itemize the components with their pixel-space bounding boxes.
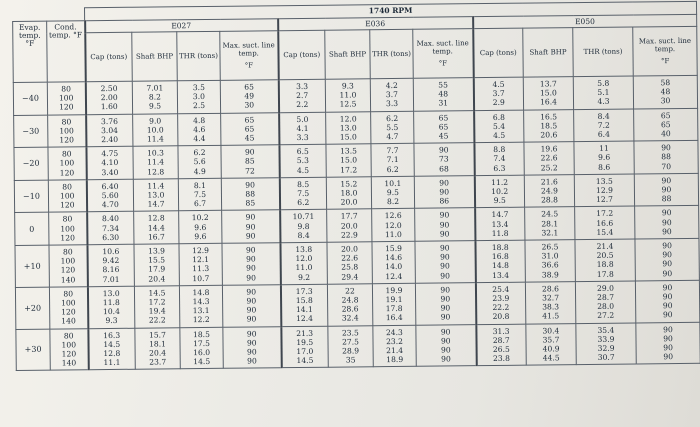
- evap-temp-cell: 0: [15, 213, 49, 246]
- e027-max-suct-values: 90 85 72: [221, 145, 279, 178]
- e036-max-suct-values: 90 90 90: [415, 208, 475, 241]
- rpm-title: 1740 RPM: [85, 1, 697, 20]
- e027-shaft-bhp-values: 14.5 17.2 19.4 22.2: [134, 286, 179, 328]
- e027-thr-values: 8.1 7.5 6.7: [178, 178, 221, 211]
- e027-max-suct-values: 65 49 30: [220, 80, 278, 113]
- unit-label: °F: [244, 61, 254, 70]
- e036-thr-values: 10.1 9.5 8.2: [371, 176, 414, 209]
- e050-shaft-bhp-values: 19.6 22.6 25.2: [524, 142, 574, 175]
- e036-thr-values: 7.7 7.1 6.2: [371, 144, 414, 177]
- max-suct-header: Max. suct. line temp. °F: [633, 26, 698, 76]
- e027-shaft-bhp-values: 10.3 11.4 12.8: [133, 146, 178, 179]
- e050-cap-values: 6.8 5.4 4.5: [474, 110, 524, 143]
- cap-header: Cap (tons): [473, 28, 524, 78]
- e027-max-suct-values: 90 90 90 90: [223, 326, 281, 368]
- e050-shaft-bhp-values: 30.4 35.7 40.9 44.5: [526, 323, 576, 365]
- e050-shaft-bhp-values: 16.5 18.5 20.6: [524, 109, 574, 142]
- e027-thr-values: 14.8 14.3 13.1 12.2: [179, 285, 222, 327]
- cap-header: Cap (tons): [85, 32, 133, 81]
- e050-cap-values: 18.8 16.8 14.8 13.4: [475, 240, 525, 282]
- e050-max-suct-values: 90 90 88: [634, 173, 698, 206]
- e036-max-suct-values: 55 48 31: [413, 78, 473, 111]
- e036-max-suct-values: 90 90 90 90: [415, 283, 475, 325]
- e036-shaft-bhp-values: 23.5 27.5 28.9 35: [328, 325, 373, 367]
- e036-max-suct-values: 90 73 68: [414, 143, 474, 176]
- e027-max-suct-values: 90 88 85: [221, 178, 279, 211]
- evap-temp-header: Evap. temp. °F: [13, 21, 48, 82]
- group-header-e050: E050: [473, 14, 697, 28]
- thr-header: THR (tons): [370, 29, 414, 78]
- e027-cap-values: 8.40 7.34 6.30: [87, 212, 134, 245]
- table-row: [15, 238, 699, 287]
- evap-temp-cell: −30: [14, 115, 48, 148]
- e036-thr-values: 15.9 14.6 14.0 12.4: [372, 241, 415, 283]
- performance-table: [12, 1, 700, 372]
- e027-max-suct-values: 90 90 90 90: [222, 243, 280, 285]
- e036-shaft-bhp-values: 15.2 18.0 20.0: [326, 177, 371, 210]
- cond-temp-cell: 80 100 120 140: [50, 328, 88, 370]
- evap-temp-cell: −20: [14, 147, 48, 180]
- cond-temp-cell: 80 100 120: [47, 82, 85, 115]
- e027-cap-values: 16.3 14.5 12.8 11.1: [88, 328, 135, 370]
- e027-shaft-bhp-values: 7.01 8.2 9.5: [132, 81, 177, 114]
- evap-temp-cell: +20: [15, 287, 49, 329]
- e050-thr-values: 11 9.6 8.6: [574, 141, 634, 174]
- e050-cap-values: 14.7 13.4 11.8: [475, 208, 525, 241]
- group-header-e027: E027: [85, 19, 278, 33]
- thr-header: THR (tons): [177, 31, 221, 80]
- e036-cap-values: 21.3 19.5 17.0 14.5: [281, 326, 328, 368]
- group-header-e036: E036: [278, 17, 473, 31]
- cond-temp-cell: 80 100 120: [48, 114, 86, 147]
- table-row: [15, 280, 699, 329]
- cond-temp-cell: 80 100 120 140: [49, 245, 87, 287]
- e050-max-suct-values: 58 48 30: [633, 75, 697, 108]
- e027-cap-values: 10.6 9.42 8.16 7.01: [87, 244, 134, 286]
- e050-thr-values: 35.4 33.9 32.9 30.7: [576, 323, 636, 365]
- e036-max-suct-values: 90 90 86: [414, 175, 474, 208]
- e027-max-suct-values: 90 90 90: [222, 210, 280, 243]
- unit-label: °F: [438, 59, 448, 68]
- e050-cap-values: 11.2 10.2 9.5: [474, 175, 524, 208]
- e036-cap-values: 8.5 7.5 6.2: [279, 177, 326, 210]
- evap-temp-cell: −40: [13, 82, 47, 115]
- e050-max-suct-values: 90 88 70: [634, 141, 698, 174]
- e027-max-suct-values: 90 90 90 90: [222, 285, 280, 327]
- e036-thr-values: 19.9 19.1 17.8 16.4: [372, 283, 415, 325]
- e050-cap-values: 4.5 3.7 2.9: [473, 77, 523, 110]
- max-suct-header: Max. suct. line temp. °F: [220, 31, 279, 81]
- e036-shaft-bhp-values: 9.3 11.0 12.5: [325, 79, 370, 112]
- cond-temp-cell: 80 100 120: [49, 212, 87, 245]
- e036-cap-values: 6.5 5.3 4.5: [279, 144, 326, 177]
- e027-max-suct-values: 65 65 45: [221, 112, 279, 145]
- e027-cap-values: 2.50 2.00 1.60: [85, 81, 132, 114]
- e036-shaft-bhp-values: 13.5 15.0 17.2: [326, 144, 371, 177]
- e027-shaft-bhp-values: 15.7 18.1 20.4 23.7: [135, 327, 180, 369]
- e036-cap-values: 3.3 2.7 2.2: [278, 79, 325, 112]
- e027-thr-values: 12.9 12.1 11.3 10.7: [179, 243, 222, 285]
- e027-shaft-bhp-values: 13.9 15.5 17.9 20.4: [134, 244, 179, 286]
- e050-max-suct-values: 90 90 90 90: [635, 280, 699, 322]
- unit-label: °F: [660, 57, 670, 66]
- e050-max-suct-values: 65 65 40: [634, 108, 698, 141]
- table-row: [16, 322, 700, 371]
- e050-shaft-bhp-values: 28.6 32.7 38.3 41.5: [525, 281, 575, 323]
- e050-shaft-bhp-values: 26.5 31.0 36.6 38.9: [525, 240, 575, 282]
- e027-thr-values: 10.2 9.6 9.6: [179, 211, 222, 244]
- e027-thr-values: 3.5 3.0 2.5: [177, 80, 220, 113]
- evap-temp-cell: +10: [15, 245, 49, 287]
- cond-temp-cell: 80 100 120: [48, 147, 86, 180]
- e027-shaft-bhp-values: 11.4 13.0 14.7: [133, 179, 178, 212]
- e027-thr-values: 6.2 5.6 4.9: [178, 146, 221, 179]
- e050-max-suct-values: 90 90 90 90: [635, 238, 699, 280]
- cap-header: Cap (tons): [278, 30, 326, 79]
- e050-thr-values: 21.4 20.5 18.8 17.8: [575, 239, 635, 281]
- e027-cap-values: 6.40 5.60 4.70: [86, 179, 133, 212]
- shaft-bhp-header: Shaft BHP: [325, 30, 371, 79]
- shaft-bhp-header: Shaft BHP: [523, 28, 574, 78]
- e036-shaft-bhp-values: 22 24.8 28.6 32.4: [327, 284, 372, 326]
- e027-thr-values: 4.8 4.6 4.4: [178, 113, 221, 146]
- e027-shaft-bhp-values: 9.0 10.0 11.4: [133, 113, 178, 146]
- cond-temp-cell: 80 100 120 140: [49, 287, 87, 329]
- e036-max-suct-values: 65 65 45: [414, 110, 474, 143]
- max-suct-header: Max. suct. line temp. °F: [413, 29, 474, 79]
- e050-shaft-bhp-values: 21.6 24.9 28.8: [524, 174, 574, 207]
- e050-max-suct-values: 90 90 90: [635, 206, 699, 239]
- e050-shaft-bhp-values: 24.5 28.1 32.1: [525, 207, 575, 240]
- e036-cap-values: 13.8 12.0 11.0 9.2: [280, 242, 327, 284]
- e036-thr-values: 12.6 12.0 11.0: [372, 209, 415, 242]
- e050-thr-values: 13.5 12.9 12.7: [574, 174, 634, 207]
- e050-thr-values: 29.0 28.7 28.0 27.2: [575, 281, 635, 323]
- e036-cap-values: 5.0 4.1 3.3: [279, 112, 326, 145]
- cond-temp-cell: 80 100 120: [48, 180, 86, 213]
- e050-thr-values: 5.8 5.1 4.3: [573, 76, 633, 109]
- e027-cap-values: 3.76 3.04 2.40: [86, 114, 133, 147]
- shaft-bhp-header: Shaft BHP: [132, 32, 178, 81]
- e050-cap-values: 31.3 28.7 26.5 23.8: [476, 324, 526, 366]
- e036-max-suct-values: 90 90 90 90: [415, 241, 475, 283]
- e036-thr-values: 4.2 3.7 3.3: [370, 78, 413, 111]
- e036-shaft-bhp-values: 17.7 20.0 22.9: [327, 209, 372, 242]
- e036-cap-values: 17.3 15.8 14.1 12.4: [280, 284, 327, 326]
- e036-shaft-bhp-values: 12.0 13.0 15.0: [326, 111, 371, 144]
- evap-temp-cell: −10: [14, 180, 48, 213]
- e036-thr-values: 24.3 23.2 21.4 18.9: [373, 325, 416, 367]
- e050-thr-values: 8.4 7.2 6.4: [574, 109, 634, 142]
- e036-thr-values: 6.2 5.5 4.7: [371, 111, 414, 144]
- e027-thr-values: 18.5 17.5 16.0 14.5: [180, 327, 223, 369]
- e050-cap-values: 25.4 23.9 22.2 20.8: [475, 282, 525, 324]
- e027-shaft-bhp-values: 12.8 14.4 16.7: [134, 211, 179, 244]
- e036-shaft-bhp-values: 20.0 22.6 25.8 29.4: [327, 242, 372, 284]
- e050-cap-values: 8.8 7.4 6.3: [474, 142, 524, 175]
- thr-header: THR (tons): [573, 27, 634, 77]
- e036-max-suct-values: 90 90 90 90: [416, 324, 476, 366]
- e050-thr-values: 17.2 16.6 15.4: [575, 206, 635, 239]
- corner-cell: [13, 8, 85, 22]
- evap-temp-cell: +30: [16, 329, 50, 371]
- e027-cap-values: 13.0 11.8 10.4 9.3: [87, 286, 134, 328]
- e050-shaft-bhp-values: 13.7 15.0 16.4: [523, 77, 573, 110]
- e027-cap-values: 4.75 4.10 3.40: [86, 146, 133, 179]
- cond-temp-header: Cond. temp. °F: [47, 21, 86, 82]
- e050-max-suct-values: 90 90 90 90: [636, 322, 700, 364]
- e036-cap-values: 10.71 9.8 8.4: [280, 210, 327, 243]
